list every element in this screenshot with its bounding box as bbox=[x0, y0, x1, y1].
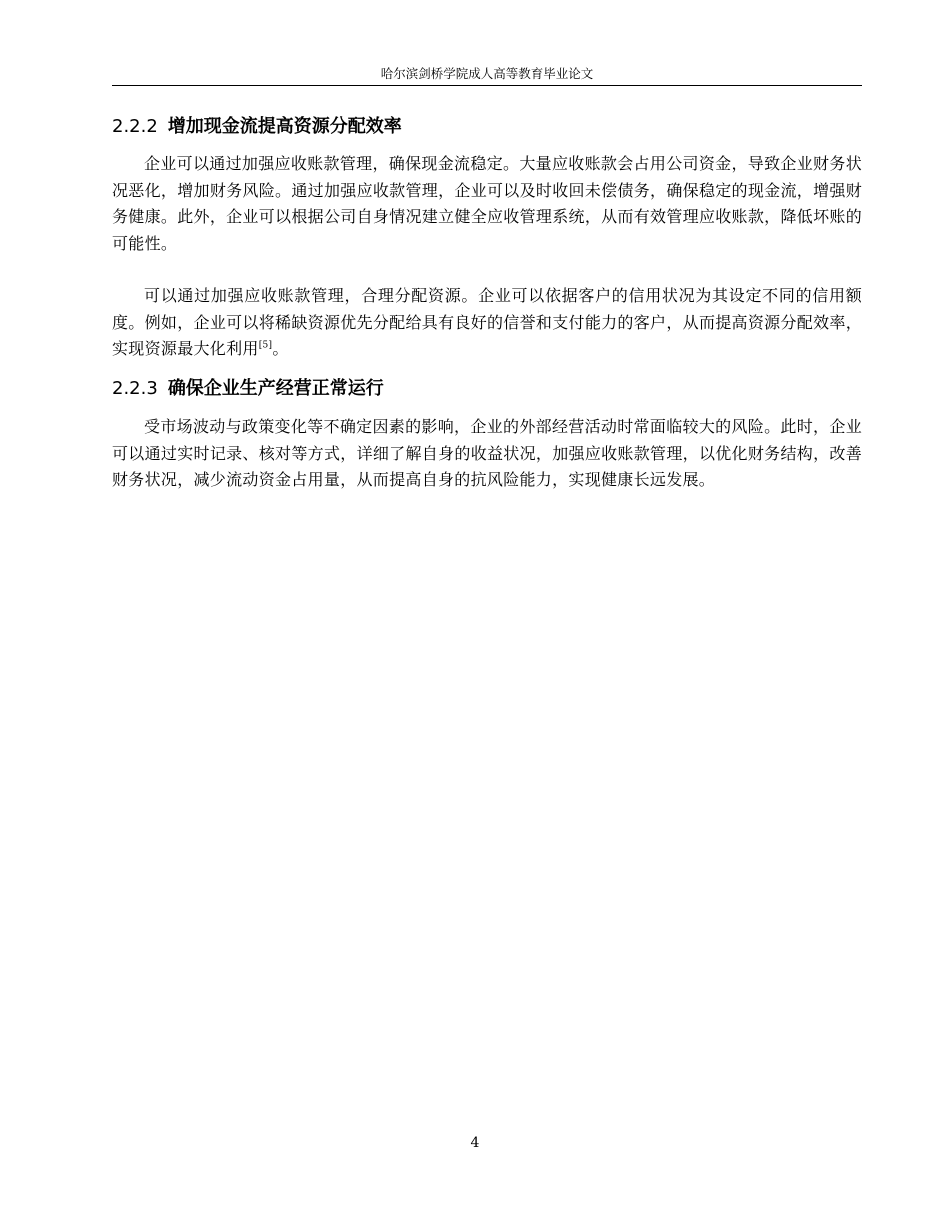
section-number: 2.2.3 bbox=[112, 378, 158, 399]
body-paragraph: 企业可以通过加强应收账款管理，确保现金流稳定。大量应收账款会占用公司资金，导致企业财务状况恶化，增加财务风险。通过加强应收款管理，企业可以及时收回未偿债务，确保稳定的现金流，增强财务健康。此外，企业可以根据公司自身情况建立健全应收管理系统，从而有效管理应收账款，降低坏账的可能性。 bbox=[112, 154, 862, 253]
section-number: 2.2.2 bbox=[112, 116, 158, 137]
section-heading-2-2-3 bbox=[112, 376, 862, 402]
citation-marker: [5] bbox=[258, 340, 273, 351]
running-header: 哈尔滨剑桥学院成人高等教育毕业论文 bbox=[112, 63, 862, 86]
page-number: 4 bbox=[470, 1135, 480, 1151]
section-heading-2-2-2 bbox=[112, 114, 862, 140]
section-title: 增加现金流提高资源分配效率 bbox=[167, 116, 402, 137]
body-paragraph bbox=[112, 283, 862, 363]
body-paragraph: 受市场波动与政策变化等不确定因素的影响，企业的外部经营活动时常面临较大的风险。此时，企业可以通过实时记录、核对等方式，详细了解自身的收益状况，加强应收账款管理，以优化财务结构，改善财务状况，减少流动资金占用量，从而提高自身的抗风险能力，实现健康长远发展。 bbox=[112, 417, 862, 489]
section-title: 确保企业生产经营正常运行 bbox=[167, 378, 384, 399]
paragraph-end-punctuation: 。 bbox=[272, 339, 289, 358]
paragraph-text: 可以通过加强应收账款管理，合理分配资源。企业可以依据客户的信用状况为其设定不同的信用额度。例如，企业可以将稀缺资源优先分配给具有良好的信誉和支付能力的客户，从而提高资源分配效率，实现资源最大化利用 bbox=[112, 286, 862, 358]
